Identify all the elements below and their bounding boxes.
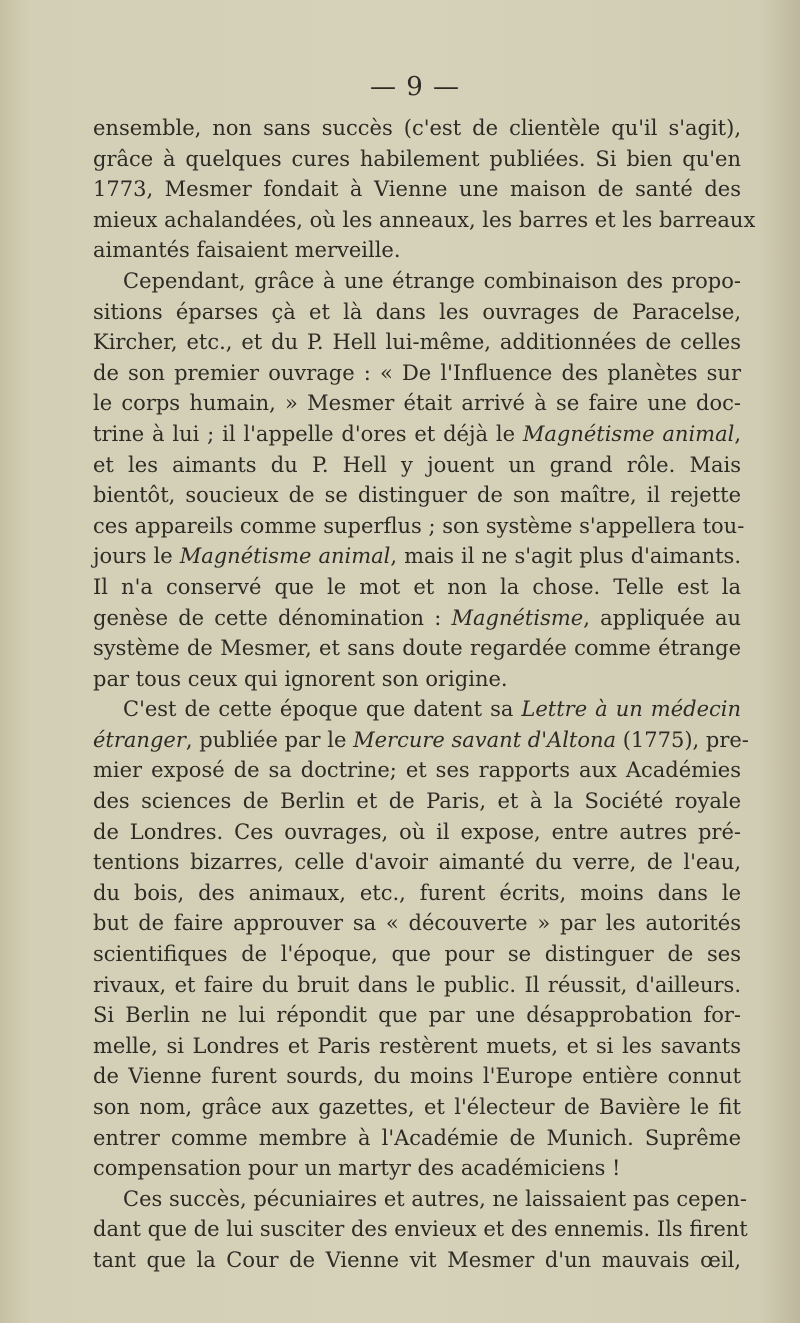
text-line: système de Mesmer, et sans doute regardée comme étrange	[93, 636, 741, 661]
text-line: Si Berlin ne lui répondit que par une désapprobation for-	[93, 1003, 741, 1028]
text-line: Ces succès, pécuniaires et autres, ne laissaient pas cepen-	[123, 1186, 748, 1211]
text-line: trine à lui ; il l'appelle d'ores et déjà le Magnétisme animal,	[93, 421, 741, 446]
text-line: mier exposé de sa doctrine; et ses rapports aux Académies	[93, 758, 741, 783]
text-line: genèse de cette dénomination : Magnétisme, appliquée au	[93, 605, 742, 630]
text-line: ensemble, non sans succès (c'est de clientèle qu'il s'agit),	[93, 116, 741, 140]
text-line: de Londres. Ces ouvrages, où il expose, entre autres pré-	[93, 819, 741, 844]
text-line: but de faire approuver sa « découverte » par les autorités	[93, 911, 741, 936]
text-line: entrer comme membre à l'Académie de Munich. Suprême	[93, 1125, 741, 1150]
text-line: étranger, publiée par le Mercure savant d'Altona (1775), pre-	[93, 727, 749, 752]
text-line: 1773, Mesmer fondait à Vienne une maison de santé des	[93, 177, 741, 202]
text-line: de Vienne furent sourds, du moins l'Europe entière connut	[93, 1064, 741, 1089]
text-line: son nom, grâce aux gazettes, et l'électeur de Bavière le fit	[93, 1095, 741, 1119]
text-line: aimantés faisaient merveille.	[93, 238, 401, 263]
text-line: jours le Magnétisme animal, mais il ne s'agit plus d'aimants.	[93, 544, 741, 569]
text-line: des sciences de Berlin et de Paris, et à la Société royale	[93, 789, 741, 814]
text-line: par tous ceux qui ignorent son origine.	[93, 666, 508, 691]
text-line: C'est de cette époque que datent sa Lettre à un médecin	[123, 697, 741, 722]
text-line: le corps humain, » Mesmer était arrivé à se faire une doc-	[93, 391, 741, 416]
text-line: du bois, des animaux, etc., furent écrits, moins dans le	[93, 880, 741, 905]
text-line: bientôt, soucieux de se distinguer de son maître, il rejette	[93, 483, 741, 508]
text-line: tentions bizarres, celle d'avoir aimanté du verre, de l'eau,	[93, 850, 741, 875]
text-line: scientifiques de l'époque, que pour se distinguer de ses	[93, 942, 741, 967]
text-line: melle, si Londres et Paris restèrent muets, et si les savants	[93, 1033, 741, 1058]
text-line: et les aimants du P. Hell y jouent un grand rôle. Mais	[93, 452, 741, 477]
text-line: rivaux, et faire du bruit dans le public. Il réussit, d'ailleurs.	[93, 972, 741, 997]
text-line: Cependant, grâce à une étrange combinaison des propo-	[123, 268, 741, 293]
text-line: mieux achalandées, où les anneaux, les barres et les barreaux	[93, 207, 756, 232]
text-line: ces appareils comme superflus ; son système s'appellera tou-	[93, 513, 745, 538]
text-line: sitions éparses çà et là dans les ouvrages de Paracelse,	[93, 299, 741, 324]
text-line: de son premier ouvrage : « De l'Influence des planètes sur	[93, 360, 741, 385]
text-line: Kircher, etc., et du P. Hell lui-même, additionnées de celles	[93, 330, 741, 355]
text-line: Il n'a conservé que le mot et non la chose. Telle est la	[93, 574, 741, 599]
text-line: compensation pour un martyr des académiciens !	[93, 1156, 621, 1181]
text-line: tant que la Cour de Vienne vit Mesmer d'un mauvais œil,	[93, 1247, 741, 1272]
page-number: — 9 —	[369, 72, 461, 102]
text-line: grâce à quelques cures habilement publiées. Si bien qu'en	[93, 146, 741, 171]
text-line: dant que de lui susciter des envieux et des ennemis. Ils firent	[93, 1217, 748, 1242]
body-text	[93, 113, 756, 1276]
